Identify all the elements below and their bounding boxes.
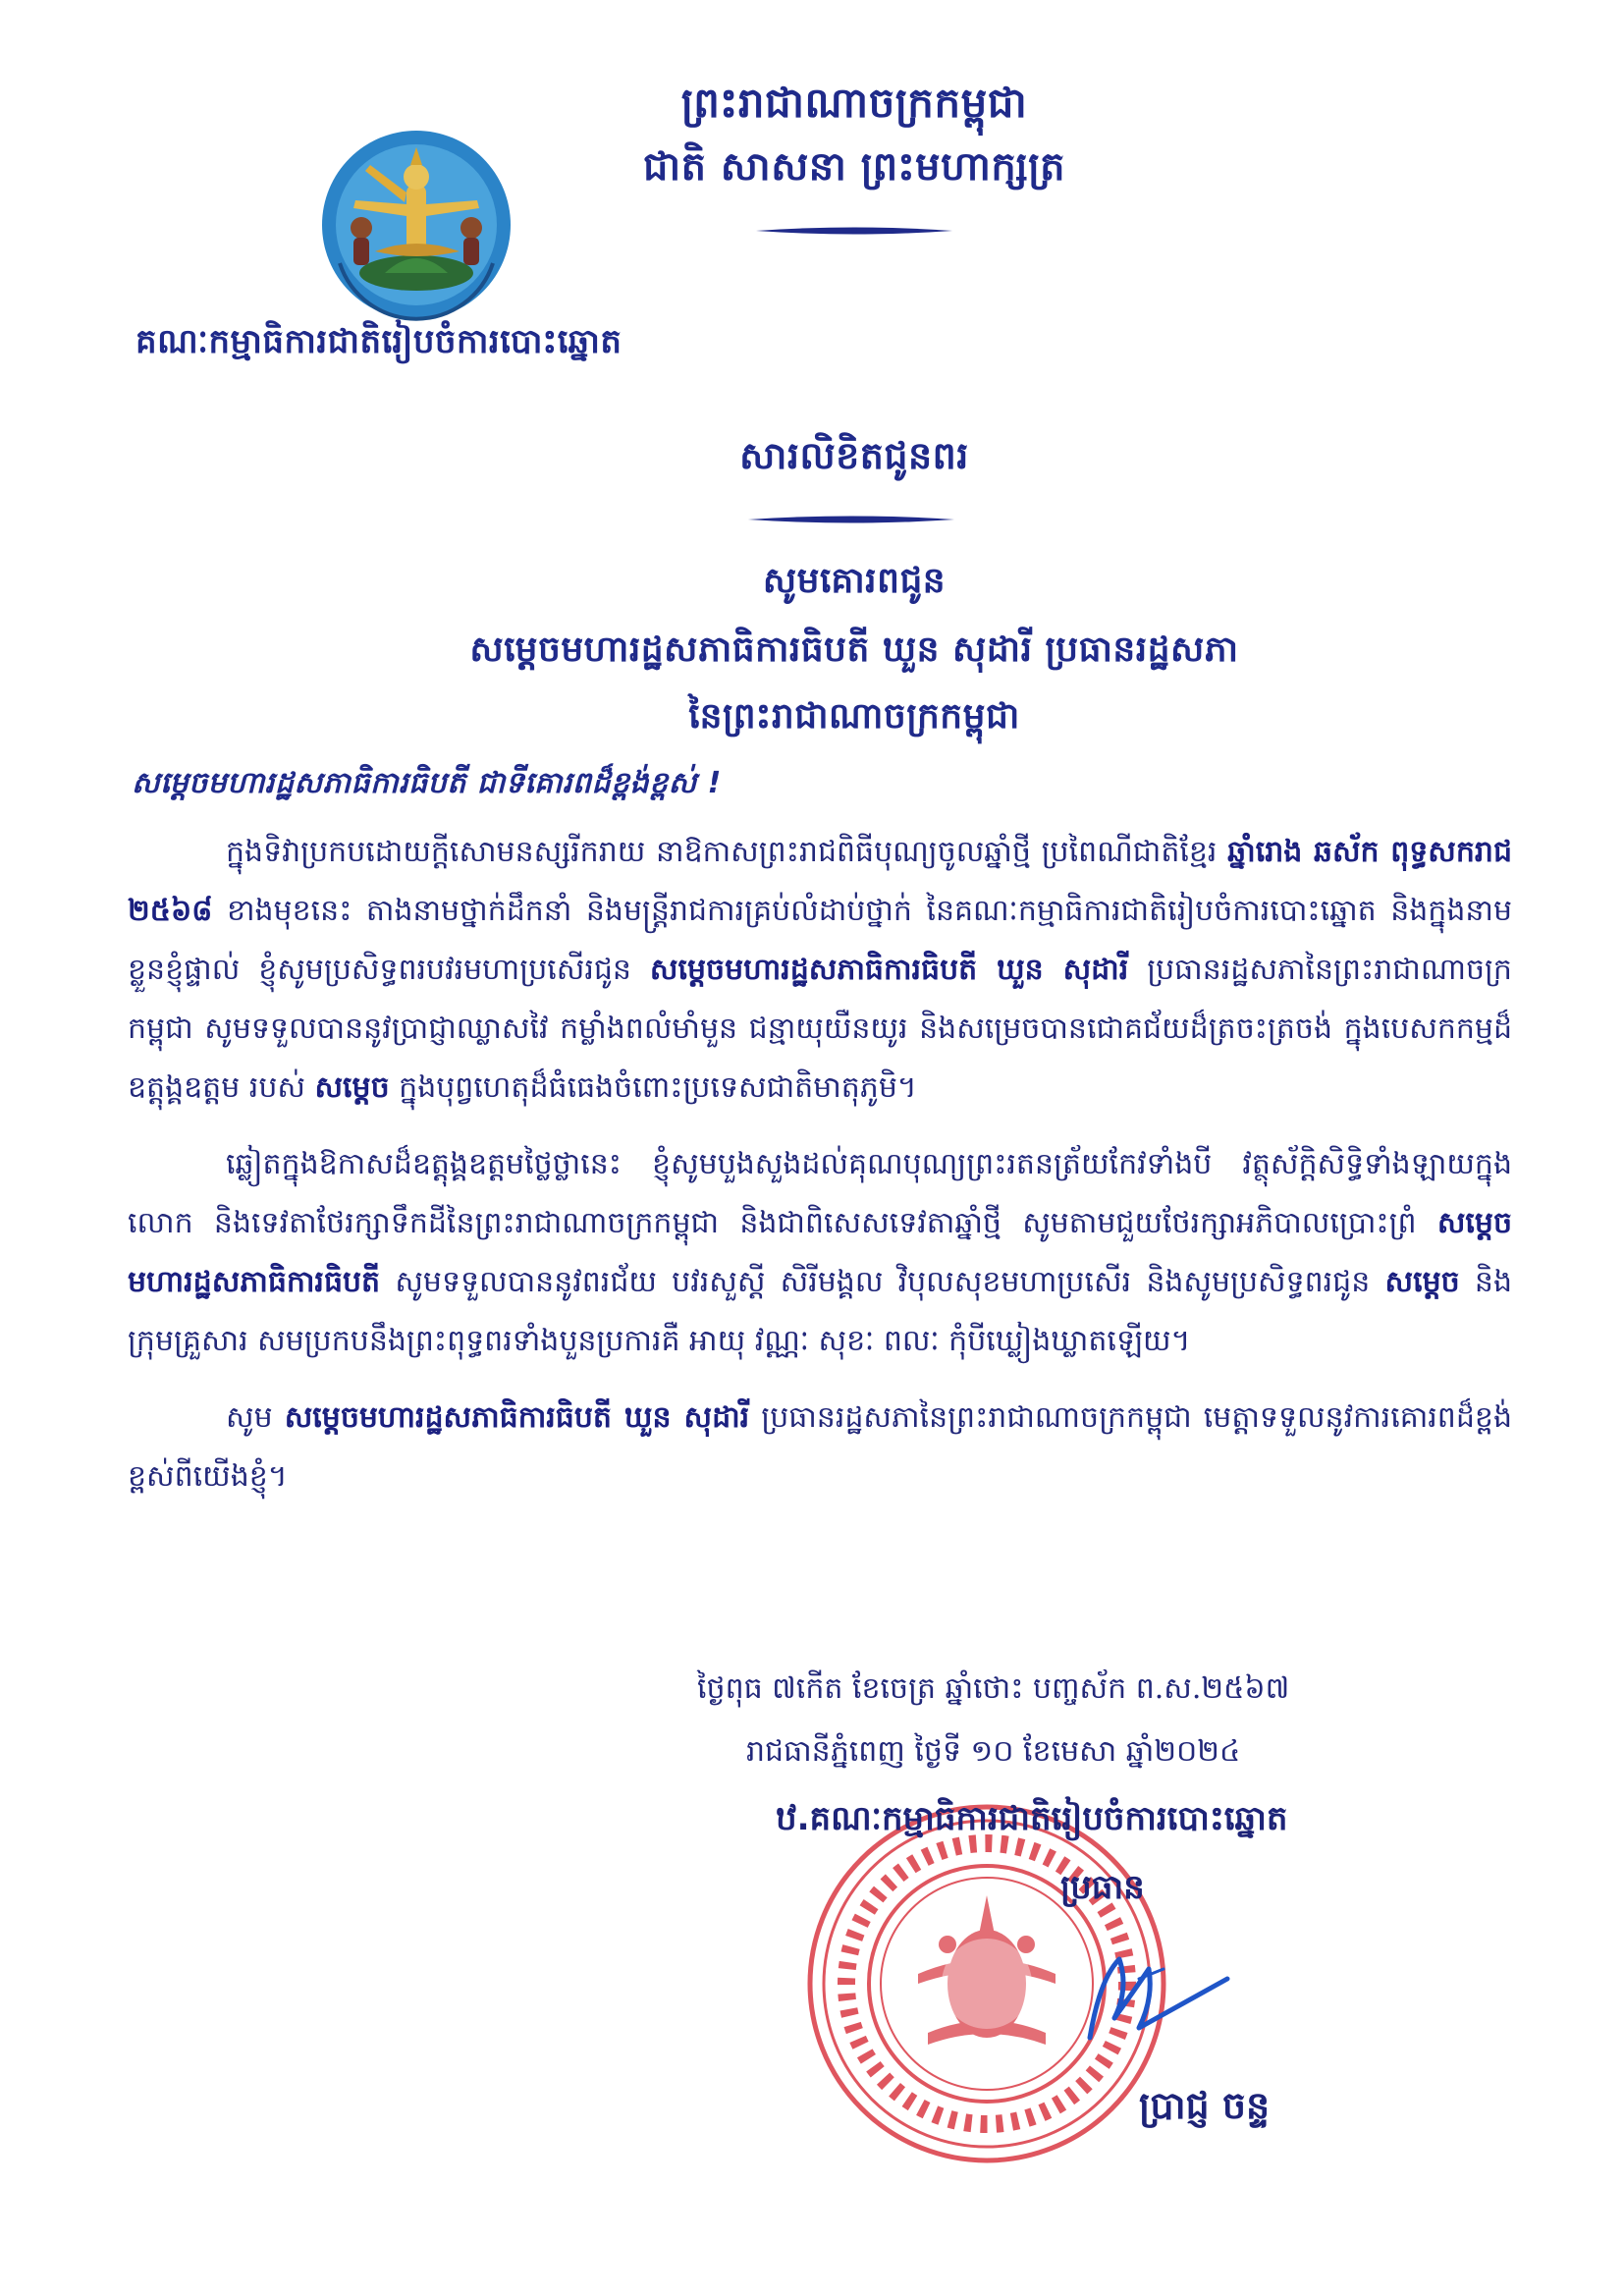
p2-text-a: ឆ្លៀតក្នុងឱកាសដ៏ឧត្តុង្គឧត្តមថ្លៃថ្លានេះ ខ្ញុំសូមបួងសួងដល់គុណបុណ្យព្រះរតនត្រ័យកែវទាំងបី វត្ថុស័ក្តិសិទ្ធិទាំងឡាយក្នុងលោក និងទេវតាថែរក្សាទឹកដីនៃព្រះរាជាណាចក្រកម្ពុជា និងជាពិសេសទេវតាឆ្នាំថ្មី សូមតាមជួយថែរក្សាអភិបាលប្រោះព្រំ (128, 1147, 1512, 1240)
solar-date: រាជធានីភ្នំពេញ ថ្ងៃទី ១០ ខែមេសា ឆ្នាំ២០២៤ (746, 1734, 1241, 1769)
handwritten-signature-icon (1070, 1940, 1247, 2057)
paragraph-2 (128, 1135, 1512, 1371)
title-divider-icon (748, 507, 954, 532)
recipient-institution: នៃព្រះរាជាណាចក្រកម្ពុជា (688, 696, 1020, 737)
paragraph-3 (128, 1389, 1512, 1506)
nec-emblem (316, 126, 516, 324)
signatory-name: ប្រាជ្ញ ចន្ទ (1139, 2084, 1271, 2127)
paragraph-1 (128, 823, 1512, 1118)
p1-text-c: ខាងមុខនេះ តាងនាមថ្នាក់ដឹកនាំ និងមន្ត្រីរាជការគ្រប់លំដាប់ថ្នាក់ នៃគណៈកម្មាធិការជាតិរៀបចំការបោះឆ្នោត និងក្នុងនាមខ្លួនខ្ញុំផ្ទាល់ ខ្ញុំសូមប្រសិទ្ធពរបវរមហាប្រសើរជូន (128, 894, 1512, 987)
p1-year-name: ឆ្នាំរោង ឆស័ក ពុទ្ធសករាជ ២៥៦៨ (128, 835, 1512, 928)
p1-text-a: ក្នុងទិវាប្រកបដោយក្តីសោមនស្សរីករាយ នាឱកាសព្រះរាជពិធីបុណ្យចូលឆ្នាំថ្មី ប្រពៃណីជាតិខ្មែរ (226, 835, 1228, 869)
p2-text-c: សូមទទួលបាននូវពរជ័យ បវរសួស្តី សិរីមង្គល វិបុលសុខមហាប្រសើរ និងសូមប្រសិទ្ធពរជូន (380, 1265, 1385, 1299)
document-title: សារលិខិតជូនពរ (739, 434, 969, 477)
nec-emblem-icon (316, 126, 516, 324)
p2-recipient-bold: សម្តេចមហារដ្ឋសភាធិការធិបតី (128, 1206, 1512, 1299)
recipient-greeting: សូមគោរពជូន (762, 561, 947, 601)
recipient-name: សម្តេចមហារដ្ឋសភាធិការធិបតី ឃួន សុដារី ប្រធានរដ្ឋសភា (469, 629, 1239, 670)
p2-samdech-bold: សម្តេច (1384, 1265, 1460, 1299)
kingdom-title: ព្រះរាជាណាចក្រកម្ពុជា (680, 79, 1028, 127)
signing-organization: ឋ.គណៈកម្មាធិការជាតិរៀបចំការបោះឆ្នោត (776, 1799, 1288, 1838)
p1-text-e: ប្រធានរដ្ឋសភានៃព្រះរាជាណាចក្រកម្ពុជា សូមទទួលបាននូវប្រាជ្ញាឈ្លាសវៃ កម្លាំងពលំមាំមួន ជន្មាយុយឺនយូរ និងសម្រេចបានជោគជ័យដ៏ត្រចះត្រចង់ ក្នុងបេសកកម្មដ៏ឧត្តុង្គឧត្តម របស់ (128, 953, 1512, 1105)
header-divider-icon (756, 218, 952, 244)
p1-text-g: ក្នុងបុព្វហេតុដ៏ធំធេងចំពោះប្រទេសជាតិមាតុភូមិ។ (389, 1070, 917, 1105)
national-motto: ជាតិ សាសនា ព្រះមហាក្សត្រ (643, 144, 1065, 190)
p3-recipient-bold: សម្តេចមហារដ្ឋសភាធិការធិបតី ឃួន សុដារី (284, 1400, 750, 1435)
lunar-date: ថ្ងៃពុធ ៧កើត ខែចេត្រ ឆ្នាំថោះ បញ្ចស័ក ព.ស.២៥៦៧ (697, 1671, 1290, 1706)
signing-position: ប្រធាន (1060, 1868, 1145, 1907)
letter-body (128, 823, 1512, 1506)
p3-text-a: សូម (226, 1400, 285, 1435)
p1-samdech-bold: សម្តេច (314, 1070, 390, 1105)
p3-text-c: ប្រធានរដ្ឋសភានៃព្រះរាជាណាចក្រកម្ពុជា មេត្តាទទួលនូវការគោរពដ៏ខ្ពង់ខ្ពស់ពីយើងខ្ញុំ។ (128, 1400, 1512, 1494)
salutation: សម្តេចមហារដ្ឋសភាធិការធិបតី ជាទីគោរពដ៏ខ្ពង់ខ្ពស់ ! (132, 766, 722, 800)
organization-name: គណៈកម្មាធិការជាតិរៀបចំការបោះឆ្នោត (135, 322, 623, 361)
p1-recipient-bold: សម្តេចមហារដ្ឋសភាធិការធិបតី ឃួន សុដារី (649, 953, 1129, 987)
p2-text-e: និងក្រុមគ្រួសារ សមប្រកបនឹងព្រះពុទ្ធពរទាំងបួនប្រការគឺ អាយុ វណ្ណៈ សុខៈ ពលៈ កុំបីឃ្លៀងឃ្លាតឡើយ។ (128, 1265, 1513, 1358)
